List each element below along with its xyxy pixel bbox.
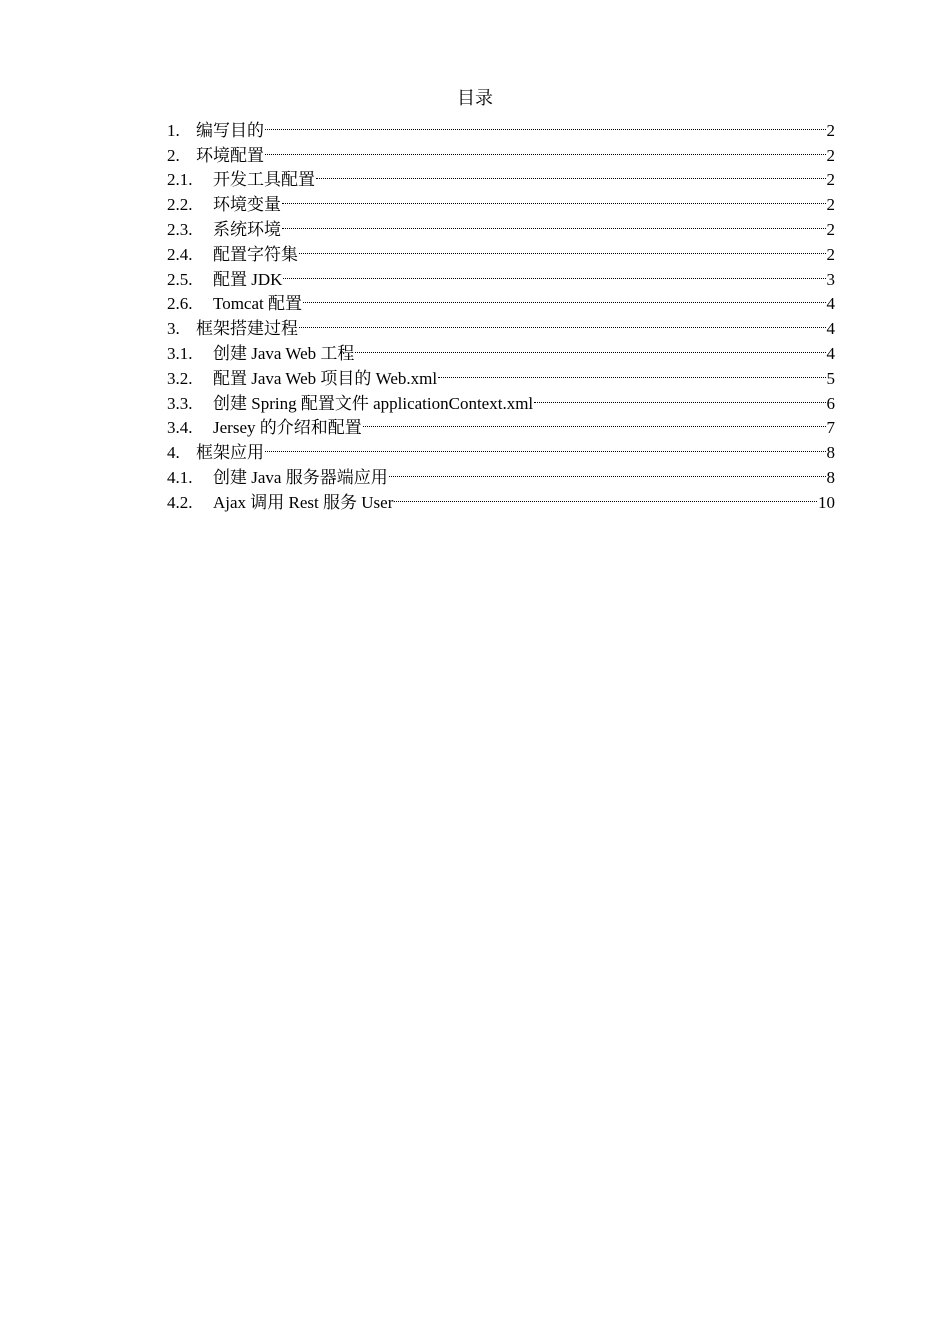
toc-dot-leader bbox=[265, 433, 826, 458]
toc-entry-page-number: 7 bbox=[826, 418, 835, 438]
toc-entry[interactable] bbox=[167, 161, 835, 190]
toc-entry-page-number: 2 bbox=[826, 219, 835, 239]
toc-entry-page-number: 2 bbox=[826, 145, 835, 165]
toc-entry-title: 配置 Java Web 项目的 Web.xml bbox=[213, 368, 438, 388]
toc-entry-title: 创建 Java 服务器端应用 bbox=[213, 467, 388, 487]
toc-dot-leader bbox=[265, 111, 826, 136]
toc-entry[interactable] bbox=[167, 136, 835, 165]
toc-entry-title: Tomcat 配置 bbox=[213, 294, 302, 314]
toc-entry-number: 3.1. bbox=[167, 343, 193, 363]
toc-entry-title: 环境配置 bbox=[196, 145, 264, 165]
toc-dot-leader bbox=[282, 210, 826, 235]
toc-entry-title: Ajax 调用 Rest 服务 User bbox=[213, 492, 394, 512]
toc-entry-number: 2.2. bbox=[167, 195, 193, 215]
toc-entry-title: Jersey 的介绍和配置 bbox=[213, 418, 362, 438]
toc-entry-number: 2.1. bbox=[167, 170, 193, 190]
toc-dot-leader bbox=[316, 161, 826, 186]
toc-dot-leader bbox=[283, 260, 825, 285]
toc-entry-title: 创建 Java Web 工程 bbox=[213, 343, 355, 363]
toc-entry-page-number: 2 bbox=[826, 244, 835, 264]
toc-entry-page-number: 3 bbox=[826, 269, 835, 289]
toc-entry-title: 配置字符集 bbox=[213, 244, 298, 264]
toc-entry-page-number: 5 bbox=[826, 368, 835, 388]
toc-entry-number: 1. bbox=[167, 120, 180, 140]
toc-entry-number: 2.4. bbox=[167, 244, 193, 264]
toc-dot-leader bbox=[355, 334, 825, 359]
toc-entry-page-number: 2 bbox=[826, 195, 835, 215]
toc-entry[interactable] bbox=[167, 458, 835, 487]
toc-entry-number: 2.6. bbox=[167, 294, 193, 314]
toc-dot-leader bbox=[303, 285, 826, 310]
toc-entry-page-number: 4 bbox=[826, 343, 835, 363]
toc-entry-page-number: 2 bbox=[826, 120, 835, 140]
toc-entry-title: 开发工具配置 bbox=[213, 170, 315, 190]
toc-dot-leader bbox=[265, 136, 826, 161]
toc-dot-leader bbox=[363, 409, 826, 434]
toc-title: 目录 bbox=[457, 88, 493, 108]
toc-entry-number: 3. bbox=[167, 319, 180, 339]
toc-dot-leader bbox=[394, 483, 817, 508]
toc-entry-title: 系统环境 bbox=[213, 219, 281, 239]
toc-entry-page-number: 8 bbox=[826, 467, 835, 487]
toc-entry-number: 2.3. bbox=[167, 219, 193, 239]
toc-entry-title: 环境变量 bbox=[213, 195, 281, 215]
toc-dot-leader bbox=[534, 384, 825, 409]
toc-entry-title: 编写目的 bbox=[196, 120, 264, 140]
toc-entry-title: 框架应用 bbox=[196, 443, 264, 463]
toc-entry-number: 4.1. bbox=[167, 467, 193, 487]
toc-entry-number: 2. bbox=[167, 145, 180, 165]
toc-entry-number: 3.4. bbox=[167, 418, 193, 438]
toc-entry-number: 4. bbox=[167, 443, 180, 463]
toc-entry-page-number: 6 bbox=[826, 393, 835, 413]
toc-dot-leader bbox=[299, 309, 826, 334]
toc-entry-page-number: 10 bbox=[818, 492, 835, 512]
toc-dot-leader bbox=[438, 359, 825, 384]
toc-entry-page-number: 8 bbox=[826, 443, 835, 463]
toc-entry[interactable] bbox=[167, 433, 835, 463]
toc-entry-page-number: 4 bbox=[826, 294, 835, 314]
toc-dot-leader bbox=[389, 458, 826, 483]
toc-entry[interactable] bbox=[167, 111, 835, 140]
toc-entry-page-number: 4 bbox=[826, 319, 835, 339]
toc-entry-number: 3.3. bbox=[167, 393, 193, 413]
toc-entry-page-number: 2 bbox=[826, 170, 835, 190]
toc-dot-leader bbox=[299, 235, 826, 260]
toc-entry-title: 配置 JDK bbox=[213, 269, 283, 289]
toc-dot-leader bbox=[282, 185, 826, 210]
toc-entry-number: 4.2. bbox=[167, 492, 193, 512]
toc-entry-title: 框架搭建过程 bbox=[196, 319, 298, 339]
toc-entry-title: 创建 Spring 配置文件 applicationContext.xml bbox=[213, 393, 534, 413]
toc-entry-number: 3.2. bbox=[167, 368, 193, 388]
table-of-contents bbox=[167, 111, 835, 512]
toc-entry-number: 2.5. bbox=[167, 269, 193, 289]
